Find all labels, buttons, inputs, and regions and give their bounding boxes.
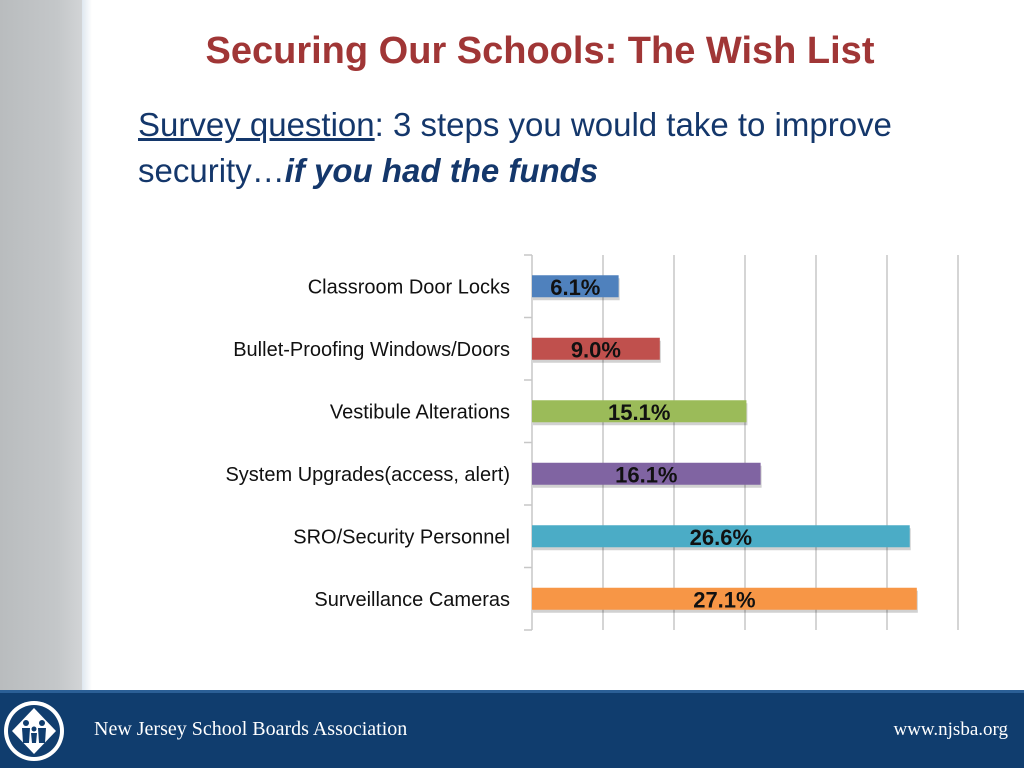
value-label: 15.1% <box>608 400 671 426</box>
category-label: Bullet-Proofing Windows/Doors <box>233 339 510 362</box>
value-label: 27.1% <box>693 587 756 613</box>
slide-title: Securing Our Schools: The Wish List <box>205 30 875 72</box>
category-label: Vestibule Alterations <box>329 401 510 424</box>
value-label: 16.1% <box>615 462 678 488</box>
category-label: Surveillance Cameras <box>314 589 510 612</box>
category-label: SRO/Security Personnel <box>293 526 510 549</box>
family-logo-icon <box>0 693 82 768</box>
footer-bar <box>0 690 1024 768</box>
subtitle-underlined: Survey question <box>138 106 375 143</box>
subtitle-text: : 3 steps you would take to improve security… <box>138 106 892 189</box>
value-label: 26.6% <box>689 525 753 551</box>
category-label: System Upgrades(access, alert) <box>225 464 510 487</box>
subtitle-emphasis: if you had the funds <box>284 152 599 189</box>
organization-name: New Jersey School Boards Association <box>94 718 408 740</box>
website-link[interactable]: www.njsba.org <box>893 719 1008 740</box>
value-label: 9.0% <box>570 337 621 363</box>
value-label: 6.1% <box>550 275 601 301</box>
footer-top-line <box>0 690 1024 693</box>
category-label: Classroom Door Locks <box>307 276 510 299</box>
